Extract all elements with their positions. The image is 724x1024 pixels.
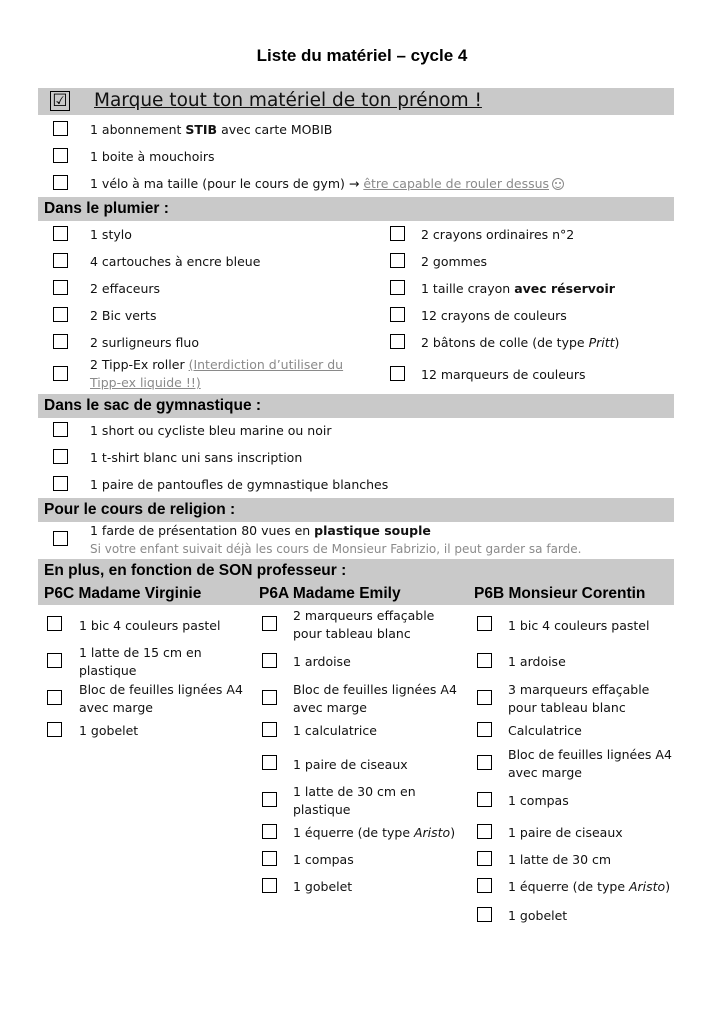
list-item: 4 cartouches à encre bleue [90,254,261,269]
page-title: Liste du matériel – cycle 4 [256,46,468,65]
checkbox[interactable] [262,878,277,893]
checkbox[interactable] [47,616,62,631]
list-item: 2 Bic verts [90,308,157,323]
list-item: 1 latte de 30 cm en plastique [293,784,416,817]
list-item: 1 équerre (de type Aristo) [293,825,456,840]
checkbox[interactable] [262,616,277,631]
checkbox[interactable] [477,792,492,807]
checkbox[interactable] [477,907,492,922]
checkbox[interactable] [53,121,68,136]
checkbox[interactable] [390,226,405,241]
section-heading: Dans le plumier : [44,200,169,217]
intro-label: Marque tout ton matériel de ton prénom ! [94,90,482,111]
list-item: 3 marqueurs effaçable pour tableau blanc [508,682,650,715]
list-item: 1 t-shirt blanc uni sans inscription [90,450,303,465]
checkbox[interactable] [390,253,405,268]
section-heading: Pour le cours de religion : [44,501,236,518]
list-item: 2 bâtons de colle (de type Pritt) [421,335,620,350]
checkbox[interactable] [47,722,62,737]
section-heading: En plus, en fonction de SON professeur : [44,562,347,579]
list-item: 1 short ou cycliste bleu marine ou noir [90,423,332,438]
checkbox[interactable] [47,653,62,668]
checkbox[interactable] [53,531,68,546]
checkbox[interactable] [53,253,68,268]
checkbox[interactable] [477,755,492,770]
list-item: Bloc de feuilles lignées A4 avec marge [79,682,243,715]
list-item: 12 marqueurs de couleurs [421,367,586,382]
list-item: 1 gobelet [508,908,568,923]
section-heading: Dans le sac de gymnastique : [44,397,262,414]
checkbox[interactable] [477,690,492,705]
list-item: 1 latte de 15 cm en plastique [79,645,202,678]
list-item: 1 bic 4 couleurs pastel [508,618,650,633]
list-item: 1 paire de ciseaux [508,825,623,840]
checkbox[interactable] [477,878,492,893]
checkbox[interactable] [477,653,492,668]
list-item: 1 gobelet [293,879,353,894]
checkbox[interactable] [262,824,277,839]
checkbox[interactable] [390,334,405,349]
checkbox[interactable] [262,851,277,866]
checkbox[interactable] [53,148,68,163]
checkbox[interactable] [53,476,68,491]
checkbox[interactable] [262,690,277,705]
list-item: 1 équerre (de type Aristo) [508,879,671,894]
checkbox[interactable] [53,449,68,464]
checkbox[interactable] [53,280,68,295]
column-heading: P6A Madame Emily [259,585,401,602]
checkbox[interactable] [477,824,492,839]
checkbox[interactable] [390,366,405,381]
list-item: 1 ardoise [293,654,351,669]
list-item: Calculatrice [508,723,582,738]
checkbox[interactable] [262,722,277,737]
column-heading: P6C Madame Virginie [44,585,202,602]
checkbox[interactable] [53,334,68,349]
list-item: 1 boite à mouchoirs [90,149,215,164]
checkbox[interactable] [262,755,277,770]
list-item: 1 ardoise [508,654,566,669]
checkbox[interactable] [477,616,492,631]
list-item: 2 crayons ordinaires n°2 [421,227,575,242]
list-item: 1 vélo à ma taille (pour le cours de gym) → être capable de rouler dessus [90,175,564,193]
list-item: 1 taille crayon avec réservoir [421,281,615,296]
smiley-icon [552,178,564,190]
checkbox[interactable] [47,690,62,705]
checkbox[interactable] [53,366,68,381]
checkbox[interactable] [262,792,277,807]
religion-note: Si votre enfant suivait déjà les cours de Monsieur Fabrizio, il peut garder sa farde. [90,542,582,556]
checkbox[interactable] [53,175,68,190]
list-item: 1 calculatrice [293,723,377,738]
list-item: 2 surligneurs fluo [90,335,199,350]
checkbox[interactable] [53,307,68,322]
list-item: 12 crayons de couleurs [421,308,567,323]
list-item: Bloc de feuilles lignées A4 avec marge [293,682,457,715]
list-item: 1 compas [293,852,354,867]
list-item: Bloc de feuilles lignées A4 avec marge [508,747,672,780]
list-item: 1 paire de ciseaux [293,757,408,772]
list-item: 1 paire de pantoufles de gymnastique blanches [90,477,389,492]
checkbox[interactable] [390,280,405,295]
list-item: 1 compas [508,793,569,808]
list-item: 2 marqueurs effaçable pour tableau blanc [293,608,435,641]
checkbox[interactable] [477,722,492,737]
list-item: 1 gobelet [79,723,139,738]
bike-note-link[interactable]: être capable de rouler dessus [363,176,550,191]
list-item: 2 effaceurs [90,281,161,296]
checkbox[interactable] [53,226,68,241]
checked-checkbox-icon[interactable]: ☑ [50,91,70,111]
list-item: 1 abonnement STIB avec carte MOBIB [90,122,333,137]
checkbox[interactable] [262,653,277,668]
list-item: 1 farde de présentation 80 vues en plastique souple [90,523,431,538]
checkbox[interactable] [53,422,68,437]
list-item: 1 stylo [90,227,132,242]
checkbox[interactable] [390,307,405,322]
list-item: 1 bic 4 couleurs pastel [79,618,221,633]
list-item: 2 gommes [421,254,488,269]
column-heading: P6B Monsieur Corentin [474,585,646,602]
list-item: 1 latte de 30 cm [508,852,612,867]
list-item: 2 Tipp-Ex roller (Interdiction d’utiliser du Tipp-ex liquide !!) [90,357,344,390]
checkbox[interactable] [477,851,492,866]
